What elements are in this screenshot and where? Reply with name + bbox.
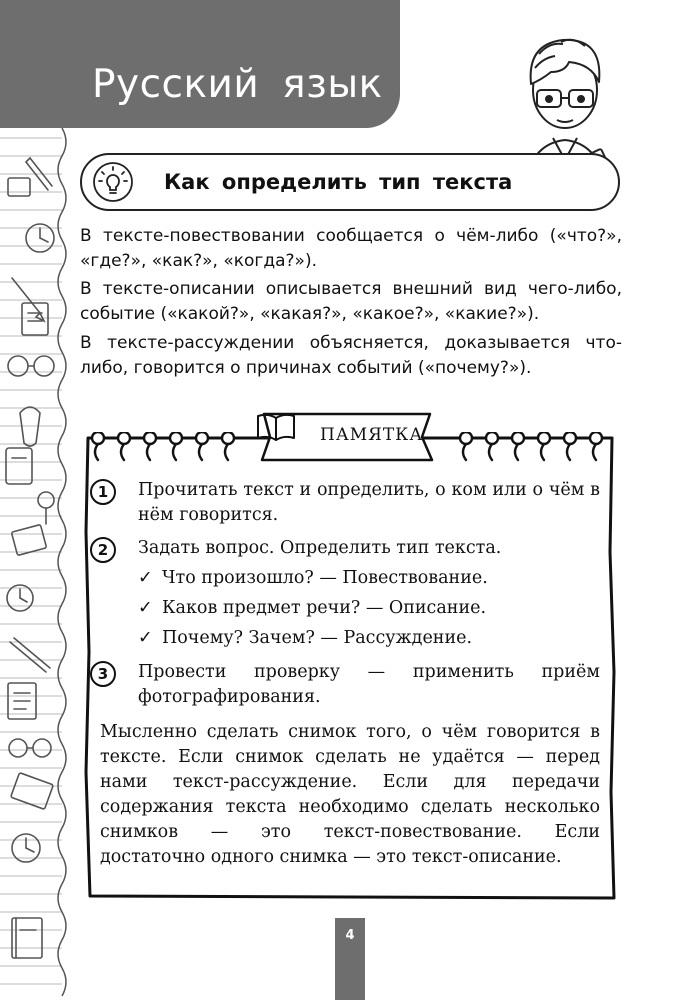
step-text: Провести проверку — применить приём фотографирования.	[138, 662, 600, 707]
memo-title: ПАМЯТКА	[320, 425, 424, 445]
paragraph-reasoning: В тексте-рассуждении объясняется, доказывается что-либо, говорится о причинах событий («почему?»).	[80, 333, 622, 378]
doodle-strip	[0, 128, 70, 1000]
lightbulb-icon	[92, 161, 134, 203]
school-doodles-decoration	[0, 128, 70, 1000]
checklist-item	[138, 596, 598, 621]
step-text: Прочитать текст и определить, о ком или о чём в нём говорится.	[138, 480, 600, 525]
page-number-tab	[335, 918, 365, 1000]
topic-title: Как определить тип текста	[164, 170, 513, 194]
checklist-text: Каков предмет речи? — Описание.	[162, 598, 487, 618]
checklist-text: Что произошло? — Повествование.	[162, 568, 488, 588]
step-number-badge: 1	[90, 479, 116, 505]
paragraph-narration: В тексте-повествовании сообщается о чём-либо («что?», «где?», «как?», «когда?»).	[80, 226, 622, 271]
subject-title: Русский язык	[92, 62, 383, 107]
checklist-text: Почему? Зачем? — Рассуждение.	[162, 628, 473, 648]
paragraph-description: В тексте-описании описывается внешний вид чего-либо, событие («какой?», «какая?», «какое?», «какие?»).	[80, 279, 622, 324]
checklist-item	[138, 566, 598, 591]
open-book-icon	[254, 412, 298, 442]
checklist-item	[138, 626, 598, 651]
step-number-badge: 3	[90, 661, 116, 687]
step-number-badge: 2	[90, 537, 116, 563]
page-number: 4	[345, 928, 355, 943]
step-text: Задать вопрос. Определить тип текста.	[138, 538, 502, 558]
topic-header	[80, 153, 620, 211]
memo-card	[84, 425, 618, 902]
checkmark-icon: ✓	[138, 598, 153, 618]
checkmark-icon: ✓	[138, 568, 153, 588]
checkmark-icon: ✓	[138, 628, 153, 648]
memo-tab	[254, 412, 440, 462]
memo-note: Мысленно сделать снимок того, о чём говорится в тексте. Если снимок сделать не удаётся — перед нами текст-рассуждение. Если для передачи содержания текста необходимо сделать несколько снимков — это текст-повествование. Если достаточно одного снимка — это текст-описание.	[100, 722, 600, 867]
